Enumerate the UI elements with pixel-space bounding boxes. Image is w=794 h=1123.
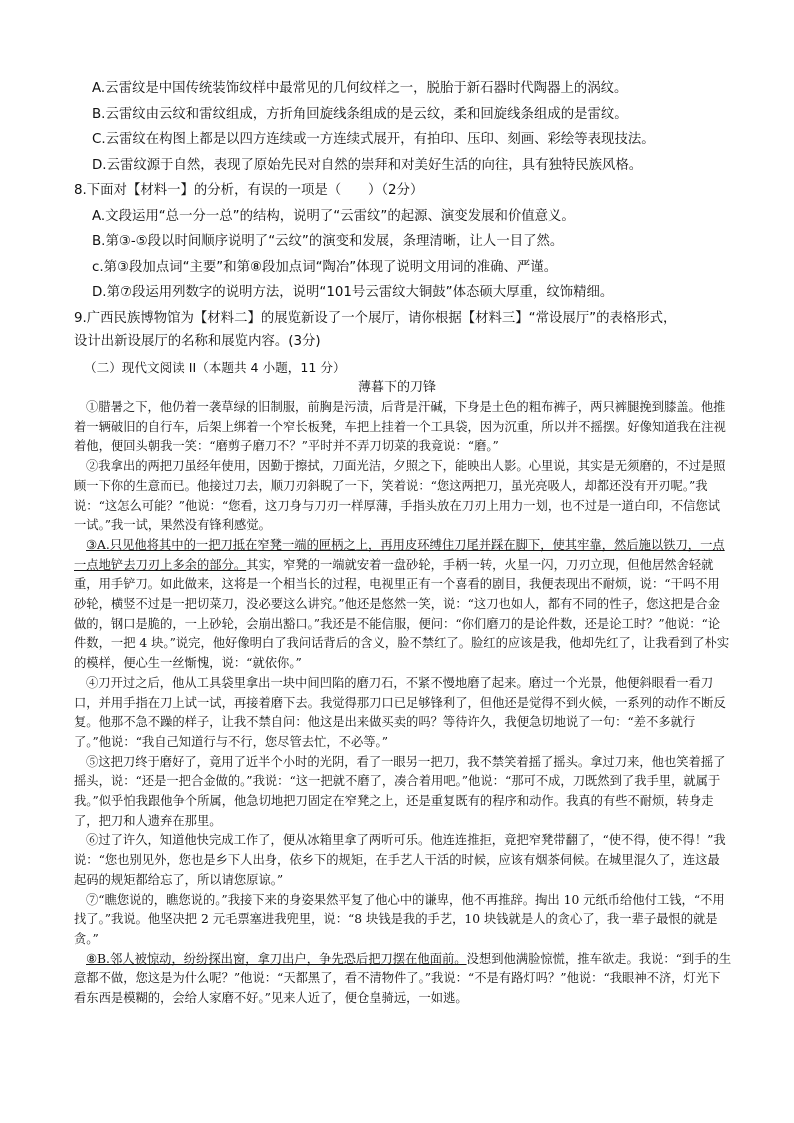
paragraph-6 <box>74 831 732 890</box>
q9-stem-line1: 9.广西民族博物馆为【材料二】的展览新设了一个展厅，请你根据【材料三】“常设展厅”的表格形式， <box>74 311 677 326</box>
paragraph-8 <box>74 950 732 1009</box>
section-heading: （二）现代文阅读 II（本题共 4 小题，11 分） <box>84 360 346 375</box>
paragraph-text: ⑤这把刀终于磨好了，竟用了近半个小时的光阴，看了一眼另一把刀，我不禁笑着摇了摇头。拿过刀来，他也笑着摇了摇头，说：“还是一把合金做的。”我说：“这一把就不磨了，凑合着用吧。”他说：“那可不成，刀既然到了我手里，就属于我。”似乎怕我跟他争个所属，他急切地把刀固定在窄凳之上，还是重复既有的程序和动作。我真的有些不耐烦，转身走了，把刀和人遗弃在那里。 <box>74 754 726 828</box>
underlined-sentence-b: ⑧B.邻人被惊动，纷纷探出窗，拿刀出户，争先恐后把刀摆在他面前。 <box>86 951 467 966</box>
paragraph-text: ⑦“瞧您说的，瞧您说的。”我接下来的身姿果然平复了他心中的谦卑，他不再推辞。掏出 10 元纸币给他付工钱，“不用找了。”我说。他坚决把 2 元毛票塞进我兜里，说：“8 块钱是我的手艺，10 块钱就是人的贪心了，我一辈子最恨的就是贪。” <box>74 892 725 946</box>
q8-option-d: D.第⑦段运用列数字的说明方法，说明“101号云雷纹大铜鼓”体态硕大厚重，纹饰精细。 <box>92 285 614 300</box>
paragraph-1 <box>74 398 732 457</box>
story-body <box>74 398 732 1009</box>
underlined-sentence-a: ③A.只见他将其中的一把刀抵在窄凳一端的匣柄之上，再用皮环缚住刀尾并踩在脚下，使其牢靠，然后施以铁刀，一点一点地铲去刀刃上多余的部分。 <box>74 537 725 572</box>
q7-option-a: A.云雷纹是中国传统装饰纹样中最常见的几何纹样之一，脱胎于新石器时代陶器上的涡纹。 <box>92 81 628 96</box>
paragraph-7 <box>74 891 732 950</box>
paragraph-text: ⑥过了许久，知道他快完成工作了，便从冰箱里拿了两听可乐。他连连推拒，竟把窄凳带翻了，“使不得，使不得！”我说：“您也别见外，您也是乡下人出身，依乡下的规矩，在手艺人干活的时候，应该有烟茶伺候。在城里混久了，连这最起码的规矩都给忘了，所以请您原谅。” <box>74 833 726 887</box>
paragraph-5 <box>74 753 732 832</box>
paragraph-text: 其实，窄凳的一端就安着一盘砂轮，手柄一转，火星一闪，刀刃立现，但他居然舍轻就重，用手铲刀。如此做来，这将是一个相当长的过程，电视里正有一个喜看的剧目，我便表现出不耐烦，说：“干吗不用砂轮，横竖不过是一把切菜刀，没必要这么讲究。”他还是悠然一笑，说：“这刀也如人，都有不同的性子，您这把是合金做的，钢口是脆的，一上砂轮，会崩出豁口。”我还是不能信服，便问：“你们磨刀的是论件数，还是论工时？”他说：“论件数，一把 4 块。”说完，他好像明白了我问话背后的含义，脸不禁红了。脸红的应该是我，他却先红了，让我看到了朴实的模样，便心生一丝惭愧，说：“就依你。” <box>74 557 730 671</box>
q9-stem-line2: 设计出新设展厅的名称和展览内容。(3分) <box>74 334 321 349</box>
paragraph-4 <box>74 674 732 753</box>
paragraph-text: ②我拿出的两把刀虽经年使用，因勤于擦拭，刀面光洁，夕照之下，能映出人影。心里说，其实是无须磨的，不过是照顾一下你的生意而已。他接过刀去，顺刀刃斜睨了一下，笑着说：“您这两把刀，虽光亮吸人，却都还没有开刃呢。”我说：“这怎么可能？”他说：“您看，这刀身与刀刃一样厚薄，手指头放在刀刃上用力一划，也不过是一道白印，不信您试一试。”我一试，果然没有锋利感觉。 <box>74 459 726 533</box>
paragraph-3 <box>74 536 732 674</box>
paragraph-2 <box>74 457 732 536</box>
paragraph-text: ④刀开过之后，他从工具袋里拿出一块中间凹陷的磨刀石，不紧不慢地磨了起来。磨过一个光景，他便斜眼看一看刀口，并用手指在刀上试一试，再接着磨下去。我觉得那刀口已足够锋利了，但他还是觉得不到火候，一系列的动作不断反复。他那不急不躁的样子，让我不禁自问：他这是出来做买卖的吗？等待许久，我便急切地说了一句：“差不多就行了。”他说：“我自己知道行与不行，您尽管去忙，不必等。” <box>74 675 726 749</box>
q8-option-b: B.第③-⑤段以时间顺序说明了“云纹”的演变和发展，条理清晰，让人一目了然。 <box>92 234 564 249</box>
q7-option-c: C.云雷纹在构图上都是以四方连续或一方连续式展开，有拍印、压印、刻画、彩绘等表现技法。 <box>92 132 655 147</box>
paragraph-text: ①腊暑之下，他仍着一袭草绿的旧制服，前胸是污渍，后背是汗碱，下身是土色的粗布裤子，两只裤腿挽到膝盖。他推着一辆破旧的自行车，后架上绑着一个窄长板凳，车把上挂着一个工具袋，因为沉重，所以并不摇摆。好像知道我在注视着他，便回头朝我一笑：“磨剪子磨刀不？”平时并不弄刀切菜的我竟说：“磨。” <box>74 400 726 454</box>
q7-option-d: D.云雷纹源于自然，表现了原始先民对自然的崇拜和对美好生活的向往，具有独特民族风格。 <box>92 158 643 173</box>
q8-option-a: A.文段运用“总一分一总”的结构，说明了“云雷纹”的起源、演变发展和价值意义。 <box>92 209 575 224</box>
paragraph-text: 没想到他满脸惊慌，推车欲走。我说：“到手的生意都不做，您这是为什么呢？”他说：“天都黑了，看不清物件了。”我说：“不是有路灯吗？”他说：“我眼神不济，灯光下看东西是模糊的，会给人家磨不好。”见来人近了，便仓皇骑远，一如逃。 <box>74 951 732 1006</box>
story-title: 薄暮下的刀锋 <box>357 380 436 395</box>
q8-stem: 8.下面对【材料一】的分析，有误的一项是（ ）（2分） <box>74 183 424 198</box>
q7-option-b: B.云雷纹由云纹和雷纹组成，方折角回旋线条组成的是云纹，柔和回旋线条组成的是雷纹。 <box>92 107 628 122</box>
q8-option-c: c.第③段加点词“主要”和第⑧段加点词“陶冶”体现了说明文用词的准确、严谨。 <box>92 260 558 275</box>
